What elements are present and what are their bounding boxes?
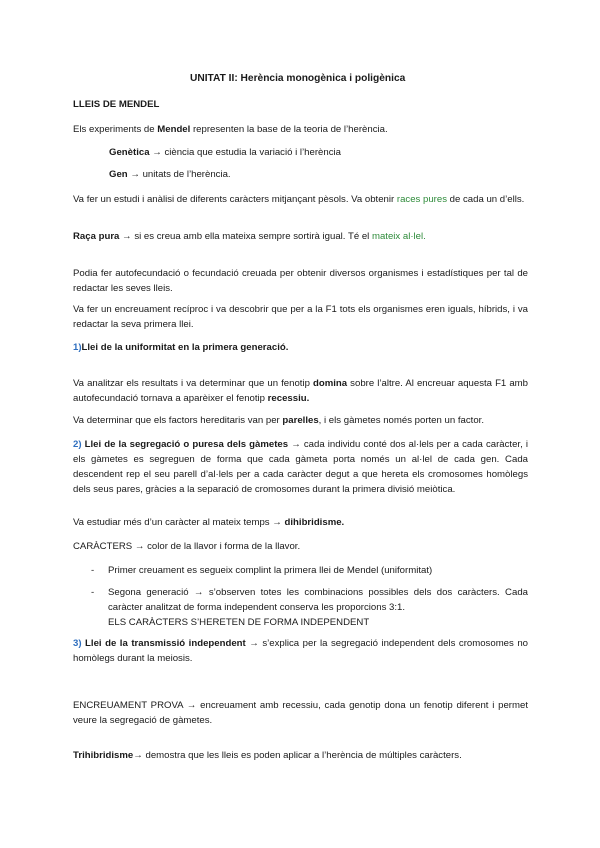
page-title: UNITAT II: Herència monogènica i poligènica xyxy=(190,73,406,84)
highlight-term: mateix al·lel. xyxy=(371,231,426,242)
text: Els experiments de xyxy=(73,124,158,135)
paragraph-encreuament: Va fer un encreuament recíproc i va descobrir que per a la F1 tots els organismes eren iguals, híbrids, i va redactar la seva primera llei. xyxy=(73,304,528,330)
definition-gen xyxy=(109,167,231,182)
text: → ciència que estudia la variació i l’herència xyxy=(149,147,341,158)
text: sobre l’altre. Al encreuar aquesta F1 amb autofecundació tornava a aparèixer el fenotip xyxy=(73,378,528,404)
bold-term: domina xyxy=(313,378,348,389)
law-title: Llei de la segregació o puresa dels gàmetes xyxy=(81,439,289,450)
law-number: 3) xyxy=(73,638,82,649)
text: Va analitzar els resultats i va determinar que un fenotip xyxy=(73,378,313,389)
bullet-dash: - xyxy=(91,565,95,576)
bold-term: recessiu. xyxy=(267,393,310,404)
law-number: 2) xyxy=(73,439,82,450)
text: → unitats de l’herència. xyxy=(127,169,231,180)
bullet-item-1 xyxy=(91,563,528,578)
law-text: → cada individu conté dos al·lels per a cada caràcter, i els gàmetes es segreguen de forma que cada gàmeta porta només un al·lel de cada gen. Cada descendent rep el seu parell d’al·lels per a cada caràcter degut a que hereta els cromosomes homòlegs dels seus pares, gràcies a la separació de cromosomes durant la primera divisió meiòtica. xyxy=(73,439,528,495)
text: Va fer un estudi i anàlisi de diferents caràcters mitjançant pèsols. Va obtenir xyxy=(73,194,397,205)
paragraph-parelles xyxy=(73,413,528,428)
law-text: → s’explica per la segregació independent dels cromosomes no homòlegs durant la meiosis. xyxy=(73,638,529,664)
law-title: Llei de la transmissió independent xyxy=(81,638,246,649)
paragraph-study xyxy=(73,192,528,207)
bold-term: Gen xyxy=(109,169,128,180)
bold-term: dihibridisme. xyxy=(284,517,345,528)
text: representen la base de la teoria de l’herència. xyxy=(190,124,388,135)
paragraph-raca-pura xyxy=(73,229,528,244)
law-3 xyxy=(73,636,528,666)
text: , i els gàmetes només porten un factor. xyxy=(318,415,484,426)
bullet-text-caps: ELS CARÀCTERS S’HERETEN DE FORMA INDEPENDENT xyxy=(108,617,370,628)
bold-term: parelles xyxy=(282,415,319,426)
bullet-text: Segona generació → s’observen totes les combinacions possibles dels dos caràcters. Cada caràcter analitzat de forma independent conserva les proporcions 3:1. xyxy=(108,587,528,613)
bold-term: Mendel xyxy=(157,124,191,135)
bold-term: Trihibridisme xyxy=(73,750,134,761)
text: de cada un d’ells. xyxy=(447,194,525,205)
paragraph-trihibridisme xyxy=(73,748,528,763)
text: → si es creua amb ella mateixa sempre sortirà igual. Té el xyxy=(119,231,372,242)
paragraph-caracters: CARÀCTERS → color de la llavor i forma de la llavor. xyxy=(73,541,301,552)
paragraph-dihibridisme xyxy=(73,515,528,530)
text: Va determinar que els factors hereditaris van per xyxy=(73,415,283,426)
bold-term: Raça pura xyxy=(73,231,120,242)
law-title: Llei de la uniformitat en la primera generació. xyxy=(81,342,289,353)
paragraph-domina xyxy=(73,376,528,406)
paragraph-encreuament-prova: ENCREUAMENT PROVA → encreuament amb recessiu, cada genotip dona un fenotip diferent i permet veure la segregació de gàmetes. xyxy=(73,700,528,726)
bullet-dash: - xyxy=(91,587,95,598)
bullet-item-2 xyxy=(91,585,528,630)
text: → demostra que les lleis es poden aplicar a l’herència de múltiples caràcters. xyxy=(133,750,462,761)
section-heading: LLEIS DE MENDEL xyxy=(73,99,160,110)
paragraph-fecundacio: Podia fer autofecundació o fecundació creuada per obtenir diversos organismes i estadístiques per tal de redactar les seves lleis. xyxy=(73,268,528,294)
bold-term: Genètica xyxy=(109,147,150,158)
law-2 xyxy=(73,437,528,497)
highlight-term: races pures xyxy=(396,194,447,205)
paragraph-intro xyxy=(73,122,528,137)
law-number: 1) xyxy=(73,342,82,353)
law-1 xyxy=(73,340,288,355)
text: Va estudiar més d’un caràcter al mateix temps → xyxy=(73,517,285,528)
bullet-text: Primer creuament es segueix complint la primera llei de Mendel (uniformitat) xyxy=(108,565,433,576)
definition-genetica xyxy=(109,145,341,160)
